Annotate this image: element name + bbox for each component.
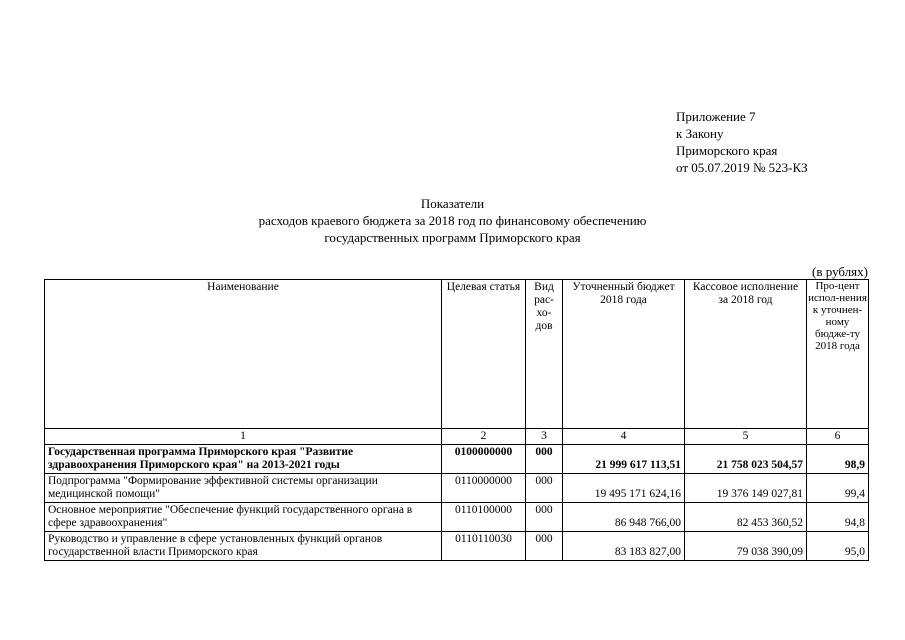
table-header-row [45,280,869,429]
title-line-1: Показатели [420,196,485,211]
header-name: Наименование [45,280,442,429]
row-cash: 79 038 390,09 [685,532,807,561]
row-cash: 19 376 149 027,81 [685,474,807,503]
row-budget: 86 948 766,00 [563,503,685,532]
col-number-6: 6 [807,429,869,445]
row-percent: 99,4 [807,474,869,503]
column-number-row [45,429,869,445]
table-row [45,474,869,503]
row-target: 0110000000 [442,474,526,503]
col-number-2: 2 [442,429,526,445]
document-title [0,195,905,246]
header-cash: Кассовое исполнение за 2018 год [685,280,807,429]
appendix-note [676,108,808,176]
col-number-5: 5 [685,429,807,445]
col-number-4: 4 [563,429,685,445]
row-target: 0110110030 [442,532,526,561]
appendix-line-3: Приморского края [676,143,778,158]
row-name: Руководство и управление в сфере установленных функций органов государственной власти Приморского края [45,532,442,561]
row-cash: 21 758 023 504,57 [685,445,807,474]
appendix-line-4: от 05.07.2019 № 523-КЗ [676,160,808,175]
row-kind: 000 [526,474,563,503]
header-kind: Вид рас-хо-дов [526,280,563,429]
row-kind: 000 [526,503,563,532]
row-kind: 000 [526,532,563,561]
header-budget: Уточненный бюджет 2018 года [563,280,685,429]
row-percent: 98,9 [807,445,869,474]
header-percent: Про-цент испол-нения к уточнен-ному бюдже-ту 2018 года [807,280,869,429]
row-target: 0100000000 [442,445,526,474]
col-number-1: 1 [45,429,442,445]
title-line-3: государственных программ Приморского края [324,230,581,245]
units-label: (в рублях) [812,264,868,279]
title-line-2: расходов краевого бюджета за 2018 год по финансовому обеспечению [258,213,647,228]
appendix-line-2: к Закону [676,126,724,141]
row-target: 0110100000 [442,503,526,532]
col-number-3: 3 [526,429,563,445]
row-kind: 000 [526,445,563,474]
row-name: Основное мероприятие "Обеспечение функций государственного органа в сфере здравоохранения" [45,503,442,532]
table-row [45,503,869,532]
appendix-line-1: Приложение 7 [676,109,756,124]
header-target: Целевая статья [442,280,526,429]
row-budget: 83 183 827,00 [563,532,685,561]
row-percent: 95,0 [807,532,869,561]
row-percent: 94,8 [807,503,869,532]
table-row [45,445,869,474]
row-budget: 21 999 617 113,51 [563,445,685,474]
row-name: Государственная программа Приморского края "Развитие здравоохранения Приморского края" на 2013-2021 годы [45,445,442,474]
row-budget: 19 495 171 624,16 [563,474,685,503]
table-row [45,532,869,561]
row-name: Подпрограмма "Формирование эффективной системы организации медицинской помощи" [45,474,442,503]
expenditure-table [44,279,869,561]
row-cash: 82 453 360,52 [685,503,807,532]
